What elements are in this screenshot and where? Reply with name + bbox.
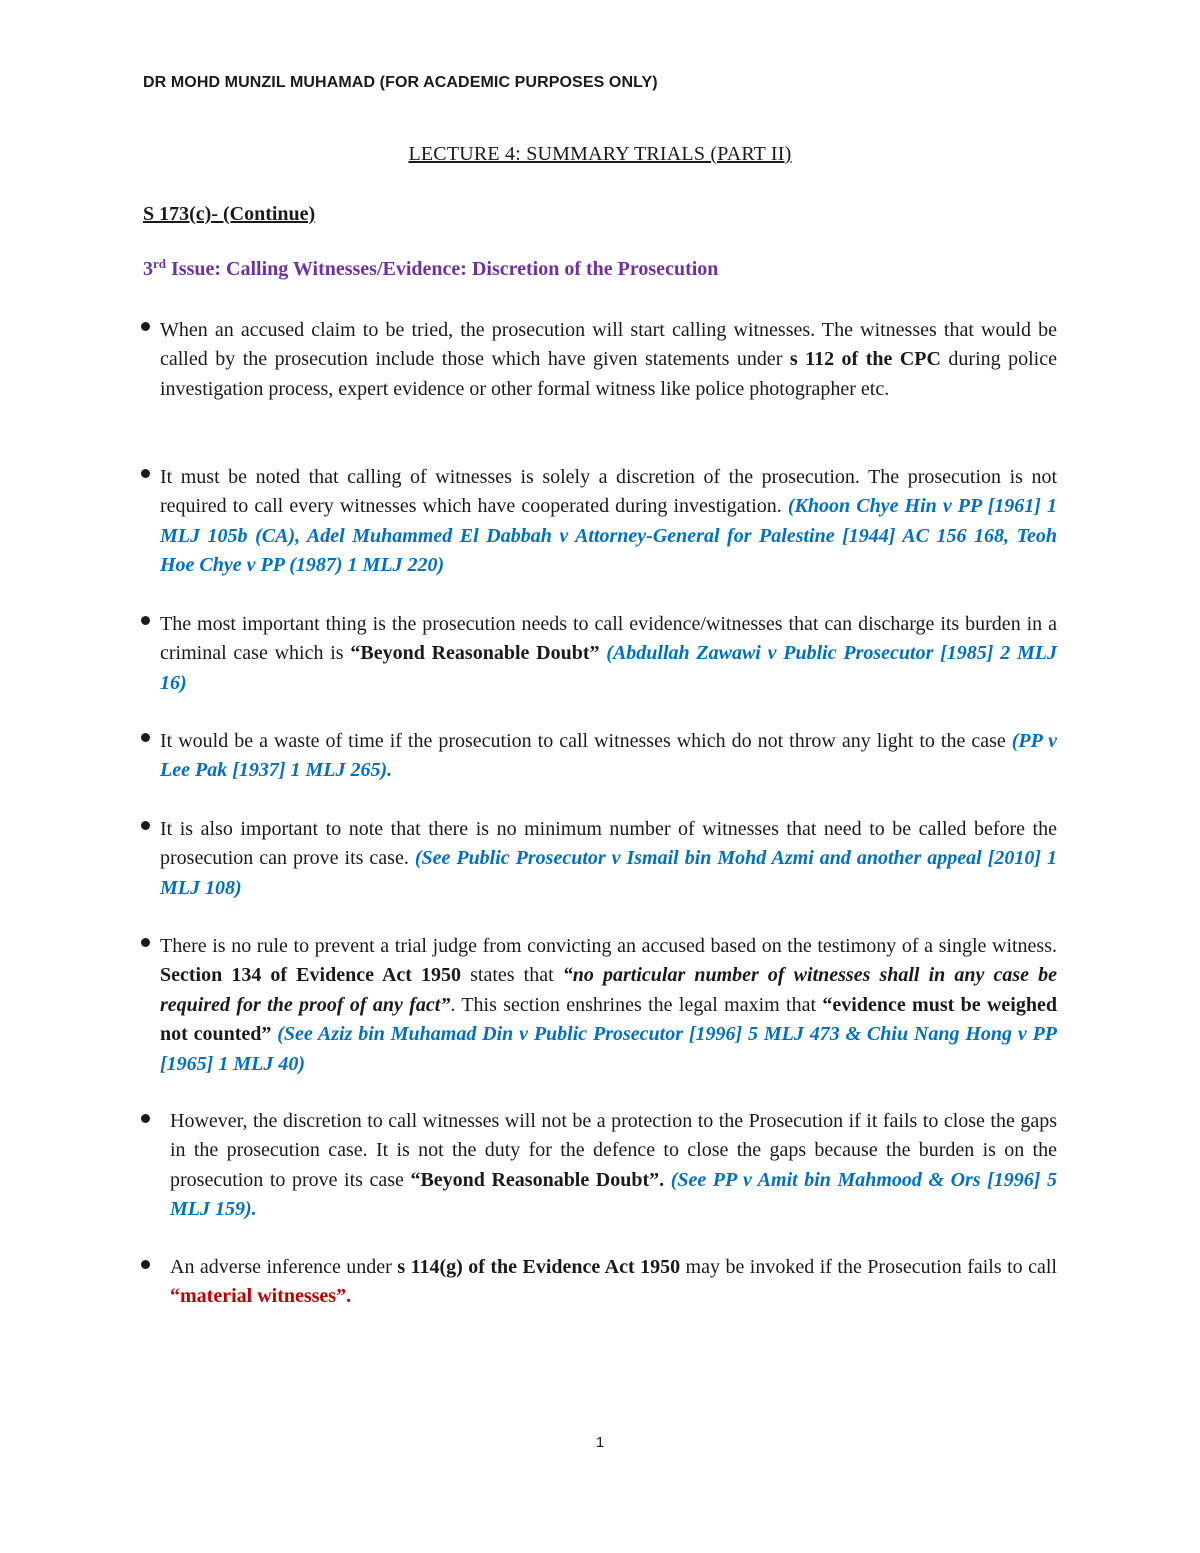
page-number: 1 bbox=[595, 1434, 605, 1451]
bullet-item bbox=[170, 1107, 1057, 1225]
bold-text: “Beyond Reasonable Doubt”. bbox=[410, 1168, 665, 1191]
body-text: It would be a waste of time if the prosecution to call witnesses which do not throw any light to the case bbox=[160, 730, 1012, 752]
body-text: It is also important to note that there is no minimum number of witnesses that need to be called before the prosecution can prove its case. bbox=[160, 818, 1057, 870]
bullet-dot-icon bbox=[141, 1260, 150, 1269]
bullet-item bbox=[160, 815, 1057, 903]
body-text: The most important thing is the prosecution needs to call evidence/witnesses that can discharge its burden in a criminal case which is bbox=[160, 613, 1057, 665]
body-text: An adverse inference under bbox=[170, 1256, 398, 1278]
lecture-title: LECTURE 4: SUMMARY TRIALS (PART II) bbox=[408, 143, 792, 165]
bold-text: s 114(g) of the Evidence Act 1950 bbox=[397, 1256, 681, 1278]
bullet-dot-icon bbox=[141, 733, 150, 742]
case-citation: (PP v Lee Pak [1937] 1 MLJ 265). bbox=[160, 730, 1057, 782]
bullet-item bbox=[160, 727, 1057, 786]
bullet-dot-icon bbox=[141, 469, 150, 478]
bullet-dot-icon bbox=[141, 821, 150, 830]
bullet-item bbox=[160, 932, 1057, 1079]
bold-text: s 112 of the CPC bbox=[789, 348, 941, 371]
body-text: When an accused claim to be tried, the prosecution will start calling witnesses. The witnesses that would be called by the prosecution include those which have given statements under bbox=[160, 319, 1057, 371]
case-citation: (See Public Prosecutor v Ismail bin Mohd Azmi and another appeal [2010] 1 MLJ 108) bbox=[160, 847, 1057, 899]
body-text: during police investigation process, expert evidence or other formal witness like police photographer etc. bbox=[160, 348, 1057, 400]
case-citation: (See PP v Amit bin Mahmood & Ors [1996] 5 MLJ 159). bbox=[170, 1168, 1057, 1221]
bullet-dot-icon bbox=[141, 616, 150, 625]
running-header: DR MOHD MUNZIL MUHAMAD (FOR ACADEMIC PURPOSES ONLY) bbox=[143, 74, 658, 91]
case-citation: (Abdullah Zawawi v Public Prosecutor [1985] 2 MLJ 16) bbox=[160, 642, 1058, 694]
emphasis-red-text: “material witnesses”. bbox=[170, 1285, 352, 1308]
body-text: There is no rule to prevent a trial judge from convicting an accused based on the testimony of a single witness. bbox=[160, 935, 1057, 957]
body-text: . This section enshrines the legal maxim that bbox=[450, 993, 823, 1016]
bold-text: “evidence must be weighed not counted” bbox=[160, 993, 1057, 1046]
bullet-item bbox=[160, 316, 1057, 404]
body-text: It must be noted that calling of witnesses is solely a discretion of the prosecution. The prosecution is not required to call every witnesses which have cooperated during investigation. bbox=[160, 466, 1057, 518]
body-text: However, the discretion to call witnesses will not be a protection to the Prosecution if it fails to close the gaps in the prosecution case. It is not the duty for the defence to close the gaps because the burden is on the prosecution to prove its case bbox=[170, 1110, 1057, 1191]
bullet-item bbox=[160, 463, 1057, 581]
body-text: may be invoked if the Prosecution fails to call bbox=[680, 1256, 1057, 1278]
bullet-dot-icon bbox=[141, 938, 150, 947]
bold-italic-quote: “no particular number of witnesses shall in any case be required for the proof of any fact” bbox=[160, 964, 1057, 1016]
bullet-dot-icon bbox=[141, 322, 150, 331]
bullet-dot-icon bbox=[141, 1114, 150, 1123]
case-citation: (See Aziz bin Muhamad Din v Public Prosecutor [1996] 5 MLJ 473 & Chiu Nang Hong v PP [1965] 1 MLJ 40) bbox=[160, 1023, 1057, 1075]
bold-text: “Beyond Reasonable Doubt” bbox=[350, 642, 600, 665]
bullet-item bbox=[170, 1253, 1057, 1312]
issue-heading-text: Issue: Calling Witnesses/Evidence: Discretion of the Prosecution bbox=[166, 258, 719, 280]
issue-ordinal-suffix: rd bbox=[153, 256, 166, 271]
issue-heading bbox=[143, 258, 718, 281]
body-text: states that bbox=[461, 964, 563, 987]
issue-number: 3 bbox=[143, 258, 153, 280]
case-citation: (Khoon Chye Hin v PP [1961] 1 MLJ 105b (CA), Adel Muhammed El Dabbah v Attorney-General for Palestine [1944] AC 156 168, Teoh Hoe Chye v PP (1987) 1 MLJ 220) bbox=[160, 495, 1057, 577]
bullet-item bbox=[160, 610, 1057, 698]
section-title: S 173(c)- (Continue) bbox=[143, 203, 316, 225]
bold-text: Section 134 of Evidence Act 1950 bbox=[160, 964, 462, 987]
